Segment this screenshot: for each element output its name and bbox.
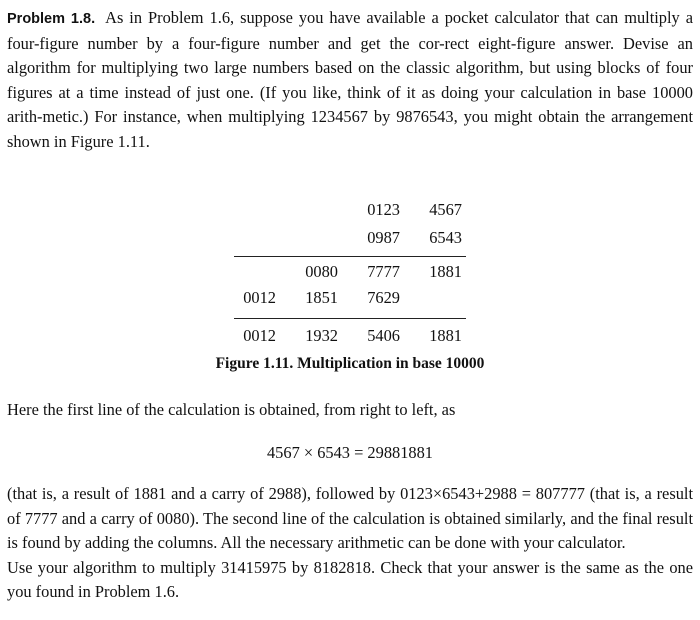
bottom-rule — [234, 318, 466, 319]
result-block-4: 1881 — [429, 326, 462, 345]
multiplicand-block-2: 4567 — [429, 200, 462, 219]
result-block-1: 0012 — [243, 326, 276, 345]
explanation-lead: Here the first line of the calculation is obtained, from right to left, as — [7, 400, 456, 419]
multiplier-block-2: 6543 — [429, 228, 462, 247]
task-text: Use your algorithm to multiply 31415975 by 8182818. Check that your answer is the same as the one you found in Problem 1.6. — [7, 557, 693, 601]
partial2-block-1: 0012 — [243, 288, 276, 307]
multiplier-block-1: 0987 — [367, 228, 400, 247]
problem-intro: As in Problem 1.6, suppose you have available a pocket calculator that can multiply a four-figure number by a four-figure number and get the cor-rect eight-figure answer. Devise an algorithm for multiplying two large numbers based on the classic algorithm, but using blocks of four figures at a time instead of just one. (If you like, think of it as doing your calculation in base 10000 arith-metic.) For instance, when multiplying 1234567 by 9876543, you might obtain the arrangement shown in Figure 1.11. — [7, 8, 693, 151]
partial1-block-1: 0080 — [305, 262, 338, 281]
partial2-block-2: 1851 — [305, 288, 338, 307]
figure-caption: Figure 1.11. Multiplication in base 10000 — [215, 355, 485, 372]
multiplicand-block-1: 0123 — [367, 200, 400, 219]
result-block-3: 5406 — [367, 326, 400, 345]
partial2-block-3: 7629 — [367, 288, 400, 307]
problem-heading: Problem 1.8. — [7, 11, 96, 27]
equation: 4567 × 6543 = 29881881 — [266, 443, 433, 462]
explanation-continuation: (that is, a result of 1881 and a carry of 2988), followed by 0123×6543+2988 = 807777 (that is, a result of 7777 and a carry of 0080). The second line of the calculation is obtained similarly, and the final result is found by adding the columns. All the necessary arithmetic can be done with your calculator. — [7, 484, 693, 552]
partial1-block-3: 1881 — [429, 262, 462, 281]
result-block-2: 1932 — [305, 326, 338, 345]
partial1-block-2: 7777 — [367, 262, 400, 281]
explanation-paragraph — [7, 482, 693, 605]
top-rule — [234, 256, 466, 257]
problem-paragraph — [7, 6, 693, 154]
